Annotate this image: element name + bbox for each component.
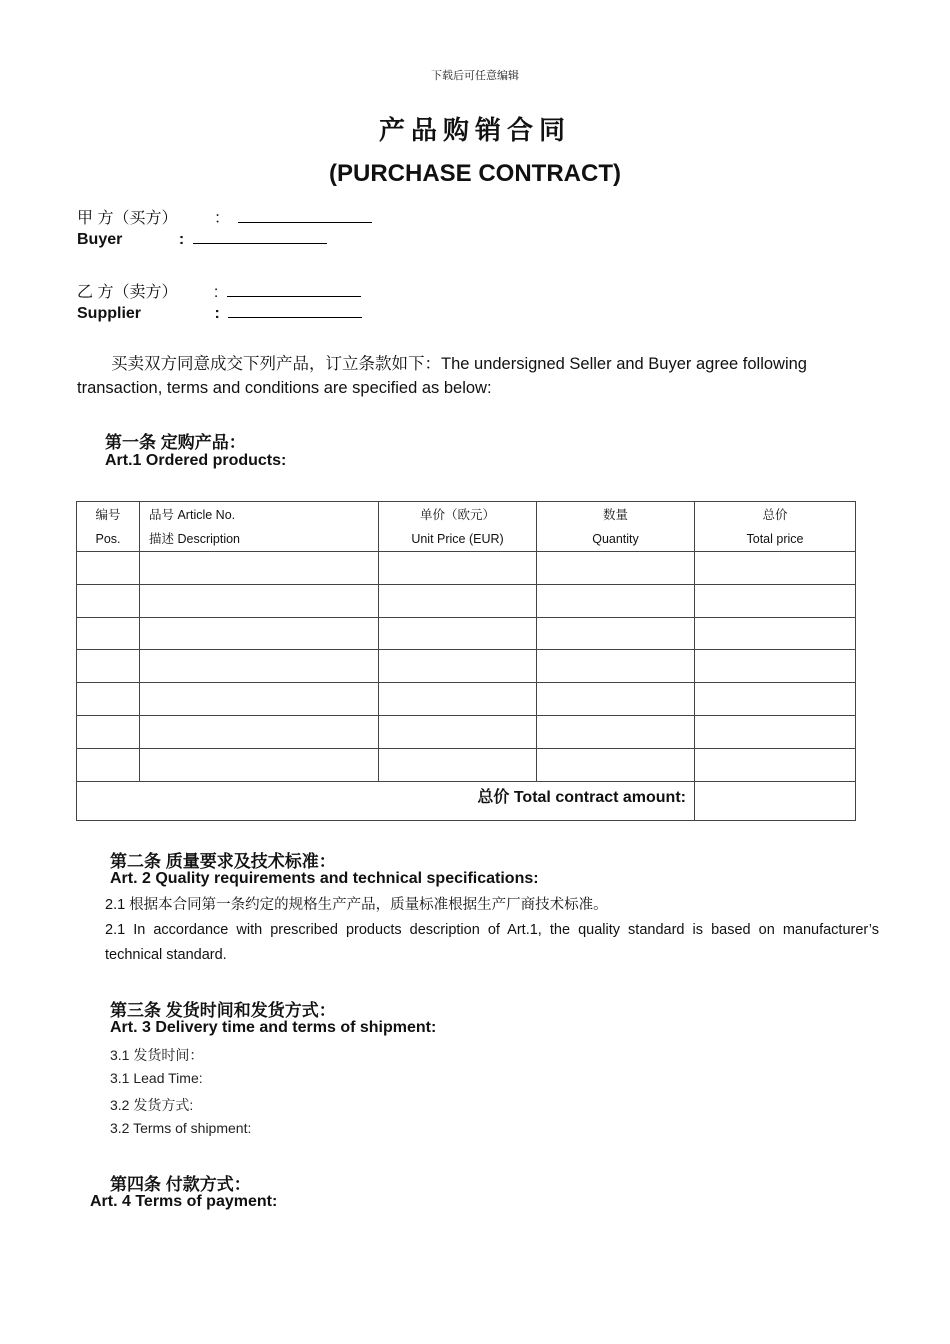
intro-paragraph: 买卖双方同意成交下列产品，订立条款如下：The undersigned Seller and Buyer agree following transaction, terms and conditions are specified as below: — [77, 355, 807, 397]
supplier-en-blank[interactable] — [228, 303, 362, 318]
table-cell[interactable] — [537, 748, 695, 781]
table-cell[interactable] — [537, 617, 695, 650]
supplier-cn-line — [77, 279, 361, 302]
buyer-cn-blank[interactable] — [238, 208, 372, 223]
header-total-en: Total price — [746, 531, 804, 546]
title-chinese: 产品购销合同 — [378, 115, 571, 145]
header-pos-en: Pos. — [95, 531, 121, 546]
art3-shipment-en: 3.2 Terms of shipment: — [110, 1120, 252, 1136]
art3-heading-en: Art. 3 Delivery time and terms of shipment: — [110, 1019, 437, 1036]
table-cell[interactable] — [695, 748, 856, 781]
table-cell[interactable] — [537, 650, 695, 683]
table-cell[interactable] — [77, 683, 140, 716]
table-cell[interactable] — [77, 715, 140, 748]
art4-heading-en: Art. 4 Terms of payment: — [90, 1193, 278, 1210]
table-cell[interactable] — [537, 715, 695, 748]
header-pos-cn: 编号 — [95, 507, 121, 522]
buyer-cn-label: 甲 方（买方） — [77, 210, 178, 227]
art1-heading-cn: 第一条 定购产品： — [105, 433, 246, 452]
art3-shipment-cn: 3.2 发货方式: — [110, 1097, 194, 1113]
table-cell[interactable] — [77, 584, 140, 617]
art1-heading-en: Art.1 Ordered products: — [105, 452, 287, 469]
header-total-cn: 总价 — [762, 507, 788, 522]
table-cell[interactable] — [379, 683, 537, 716]
art2-paragraph-en: 2.1 In accordance with prescribed products description of Art.1, the quality standard is based on manufacturer’s technical standard. — [105, 922, 879, 963]
table-cell[interactable] — [77, 617, 140, 650]
table-row — [77, 650, 856, 683]
header-description: 描述 Description — [149, 531, 240, 546]
table-cell[interactable] — [695, 650, 856, 683]
table-row — [77, 584, 856, 617]
table-cell[interactable] — [140, 650, 379, 683]
table-cell[interactable] — [379, 650, 537, 683]
table-cell[interactable] — [379, 715, 537, 748]
table-cell[interactable] — [379, 748, 537, 781]
table-row — [77, 715, 856, 748]
table-row — [77, 748, 856, 781]
table-cell[interactable] — [695, 683, 856, 716]
table-cell[interactable] — [537, 584, 695, 617]
header-article — [140, 502, 379, 552]
buyer-en-label: Buyer — [77, 231, 123, 248]
buyer-cn-colon: ： — [213, 210, 230, 227]
buyer-cn-line — [77, 205, 372, 228]
buyer-en-colon: : — [178, 231, 185, 248]
table-cell[interactable] — [537, 683, 695, 716]
art3-heading-cn: 第三条 发货时间和发货方式： — [110, 1001, 336, 1020]
art2-heading-en: Art. 2 Quality requirements and technical specifications: — [110, 870, 539, 887]
table-row — [77, 617, 856, 650]
header-qty-en: Quantity — [592, 531, 639, 546]
header-pos — [77, 502, 140, 552]
supplier-en-line — [77, 303, 362, 323]
art2-heading-cn: 第二条 质量要求及技术标准： — [110, 852, 336, 871]
table-cell[interactable] — [140, 552, 379, 585]
header-price-en: Unit Price (EUR) — [411, 531, 504, 546]
table-cell[interactable] — [140, 748, 379, 781]
supplier-cn-colon: : — [213, 284, 219, 301]
supplier-en-label: Supplier — [77, 305, 142, 322]
table-cell[interactable] — [140, 584, 379, 617]
header-total-price — [695, 502, 856, 552]
total-contract-amount-label: 总价 Total contract amount: — [77, 781, 695, 820]
table-total-row — [77, 781, 856, 820]
table-cell[interactable] — [77, 748, 140, 781]
table-cell[interactable] — [695, 617, 856, 650]
art3-lead-time-en: 3.1 Lead Time: — [110, 1070, 203, 1086]
table-row — [77, 552, 856, 585]
table-cell[interactable] — [379, 552, 537, 585]
table-cell[interactable] — [140, 715, 379, 748]
table-header-row — [77, 502, 856, 552]
supplier-cn-blank[interactable] — [227, 282, 361, 297]
title-english: (PURCHASE CONTRACT) — [329, 160, 621, 187]
table-cell[interactable] — [695, 552, 856, 585]
table-cell[interactable] — [77, 552, 140, 585]
header-article-no: 品号 Article No. — [149, 507, 236, 522]
header-price-cn: 单价（欧元） — [419, 507, 495, 522]
buyer-en-blank[interactable] — [193, 229, 327, 244]
table-cell[interactable] — [140, 617, 379, 650]
table-cell[interactable] — [537, 552, 695, 585]
table-row — [77, 683, 856, 716]
table-cell[interactable] — [77, 650, 140, 683]
header-unit-price — [379, 502, 537, 552]
buyer-en-line — [77, 229, 327, 249]
header-qty-cn: 数量 — [602, 507, 628, 522]
art3-lead-time-cn: 3.1 发货时间： — [110, 1047, 204, 1063]
art2-paragraph-cn: 2.1 根据本合同第一条约定的规格生产产品，质量标准根据生产厂商技术标准。 — [105, 897, 608, 913]
table-cell[interactable] — [140, 683, 379, 716]
table-cell[interactable] — [695, 584, 856, 617]
supplier-cn-label: 乙 方（卖方） — [77, 284, 178, 301]
table-cell[interactable] — [379, 617, 537, 650]
table-cell[interactable] — [379, 584, 537, 617]
table-cell[interactable] — [695, 715, 856, 748]
header-quantity — [537, 502, 695, 552]
total-contract-amount-cell[interactable] — [695, 781, 856, 820]
watermark-text: 下载后可任意编辑 — [431, 70, 519, 82]
products-table — [76, 501, 856, 821]
supplier-en-colon: : — [214, 305, 220, 322]
art4-heading-cn: 第四条 付款方式： — [110, 1175, 251, 1194]
